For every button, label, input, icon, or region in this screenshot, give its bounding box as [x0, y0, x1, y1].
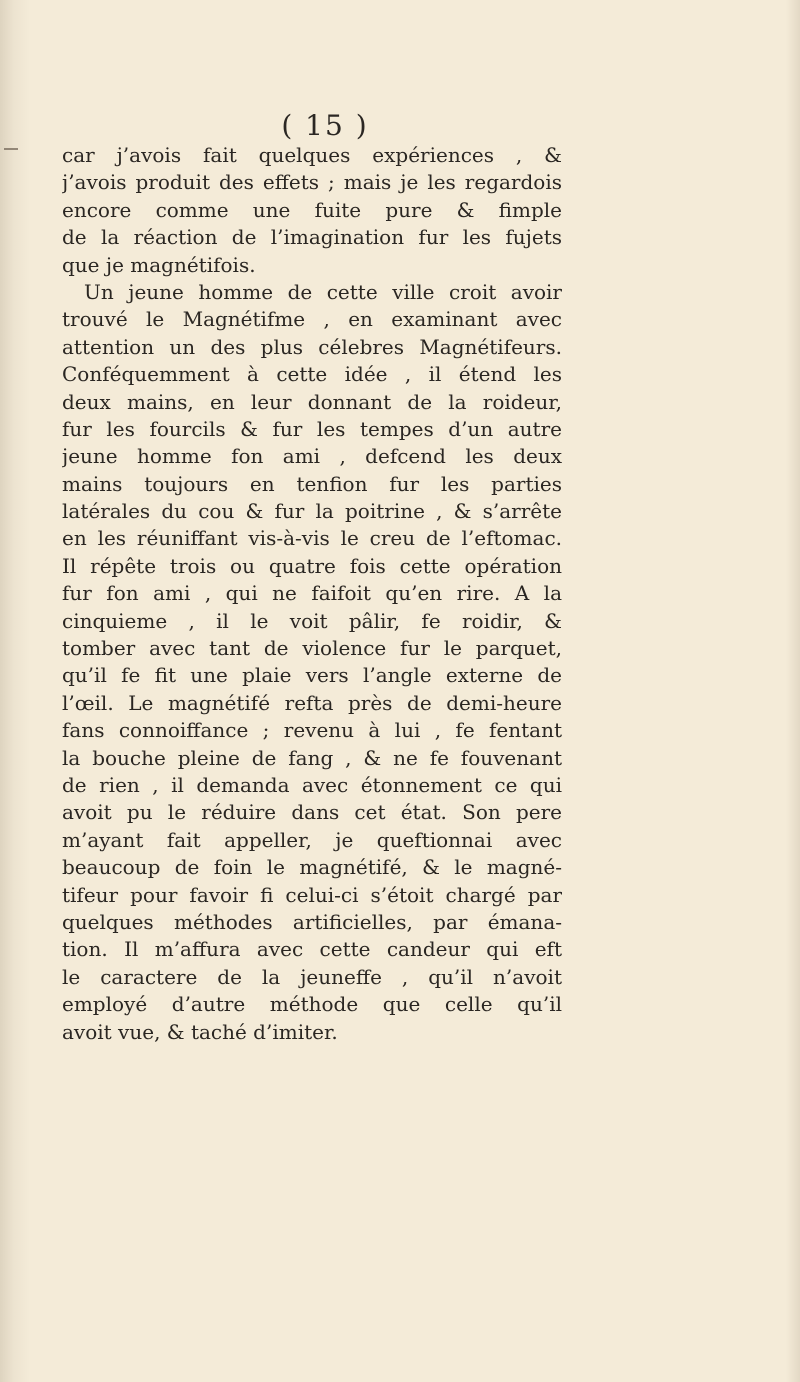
- text-line: fur les fourcils & fur les tempes d’un autre: [62, 416, 562, 441]
- text-line: la bouche pleine de fang , & ne fe fouvenant: [62, 745, 562, 770]
- text-line: beaucoup de foin le magnétifé, & le magné-: [62, 855, 562, 880]
- text-line: en les réuniffant vis-à-vis le creu de l’eftomac.: [62, 526, 562, 551]
- text-line: tomber avec tant de violence fur le parquet,: [62, 636, 562, 661]
- text-line: quelques méthodes artificielles, par émana-: [62, 909, 562, 934]
- text-line: j’avois produit des effets ; mais je les regardois: [62, 170, 562, 195]
- body-text: [62, 142, 562, 1046]
- text-line: Il répête trois ou quatre fois cette opération: [62, 553, 562, 578]
- text-line: tion. Il m’affura avec cette candeur qui eft: [62, 937, 562, 962]
- text-line: fur fon ami , qui ne faifoit qu’en rire. A la: [62, 581, 562, 606]
- text-line: m’ayant fait appeller, je queftionnai avec: [62, 827, 562, 852]
- text-line: Conféquemment à cette idée , il étend les: [62, 362, 562, 387]
- text-line: cinquieme , il le voit pâlir, fe roidir, &: [62, 608, 562, 633]
- text-line: trouvé le Magnétifme , en examinant avec: [62, 307, 562, 332]
- text-line: Un jeune homme de cette ville croit avoir: [84, 279, 562, 304]
- margin-mark: [4, 148, 18, 150]
- text-line: attention un des plus célebres Magnétifeurs.: [62, 334, 562, 359]
- text-line: deux mains, en leur donnant de la roideur,: [62, 389, 562, 414]
- text-line: l’œil. Le magnétifé refta près de demi-heure: [62, 690, 562, 715]
- text-line: le caractere de la jeuneffe , qu’il n’avoit: [62, 964, 562, 989]
- text-line: que je magnétifois.: [62, 252, 256, 277]
- text-line: avoit vue, & taché d’imiter.: [62, 1019, 338, 1044]
- text-line: qu’il fe fit une plaie vers l’angle externe de: [62, 663, 562, 688]
- text-line: encore comme une fuite pure & fimple: [62, 197, 562, 222]
- text-line: tifeur pour favoir fi celui-ci s’étoit chargé par: [62, 882, 562, 907]
- text-line: de la réaction de l’imagination fur les fujets: [62, 225, 562, 250]
- text-line: car j’avois fait quelques expériences , &: [62, 143, 562, 167]
- text-line: latérales du cou & fur la poitrine , & s’arrête: [62, 499, 562, 524]
- text-line: jeune homme fon ami , defcend les deux: [62, 444, 562, 469]
- page-number: ( 15 ): [281, 109, 369, 142]
- text-line: fans connoiffance ; revenu à lui , fe fentant: [62, 718, 562, 743]
- text-line: mains toujours en tenfion fur les parties: [62, 471, 562, 496]
- text-line: de rien , il demanda avec étonnement ce qui: [62, 772, 562, 797]
- text-line: avoit pu le réduire dans cet état. Son pere: [62, 800, 562, 825]
- text-line: employé d’autre méthode que celle qu’il: [62, 992, 562, 1017]
